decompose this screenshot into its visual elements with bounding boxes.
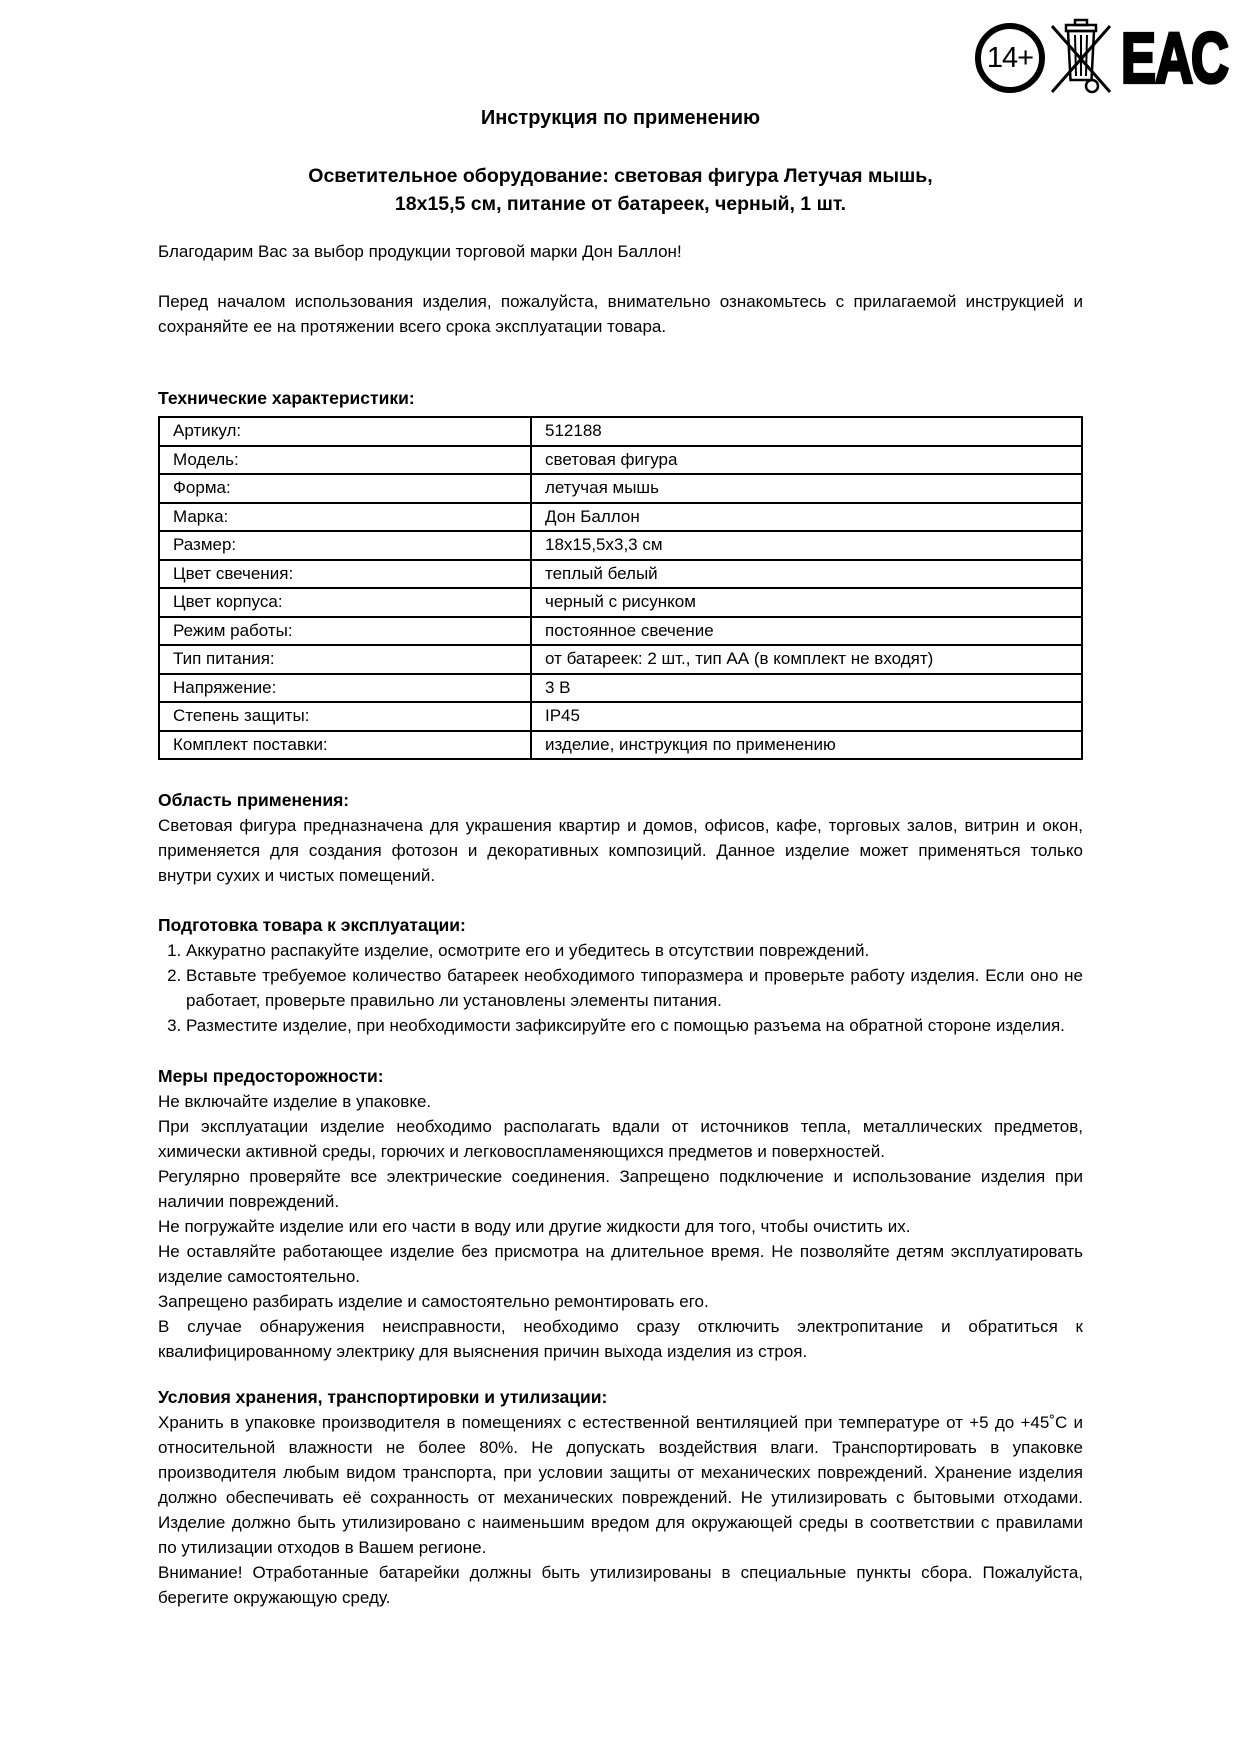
table-row — [159, 731, 1082, 760]
spec-value: черный с рисунком — [531, 588, 1082, 617]
table-row — [159, 702, 1082, 731]
preparation-steps-list — [158, 938, 1083, 1038]
storage-paragraph: Хранить в упаковке производителя в помещениях с естественной вентиляцией при температуре от +5 до +45˚С и относительной влажности не более 80%. Не допускать воздействия влаги. Транспортировать в упаковке производителя любым видом транспорта, при условии защиты от механических повреждений. Хранение изделия должно обеспечивать её сохранность от механических повреждений. Не утилизировать с бытовыми отходами. Изделие должно быть утилизировано с наименьшим вредом для окружающей среды в соответствии с правилами по утилизации отходов в Вашем регионе. — [158, 1413, 1083, 1557]
precaution-paragraph: Не включайте изделие в упаковке. — [158, 1092, 432, 1111]
spec-value: изделие, инструкция по применению — [531, 731, 1082, 760]
list-item: 3. Разместите изделие, при необходимости зафиксируйте его с помощью разъема на обратной стороне изделия. — [186, 1013, 1083, 1038]
page-title: Инструкция по применению — [480, 107, 761, 129]
spec-label: Режим работы: — [159, 617, 531, 646]
table-row — [159, 645, 1082, 674]
product-subtitle — [158, 162, 1083, 218]
list-item: 1. Аккуратно распакуйте изделие, осмотрите его и убедитесь в отсутствии повреждений. — [186, 938, 1083, 963]
spec-label: Тип питания: — [159, 645, 531, 674]
spec-value: постоянное свечение — [531, 617, 1082, 646]
spec-value: 512188 — [531, 417, 1082, 446]
preparation-heading: Подготовка товара к эксплуатации: — [158, 915, 466, 935]
precaution-paragraph: Не оставляйте работающее изделие без присмотра на длительное время. Не позволяйте детям эксплуатировать изделие самостоятельно. — [158, 1242, 1083, 1286]
age-restriction-label: 14+ — [986, 41, 1034, 74]
storage-paragraph: Внимание! Отработанные батарейки должны быть утилизированы в специальные пункты сбора. Пожалуйста, берегите окружающую среду. — [158, 1563, 1083, 1607]
spec-label: Модель: — [159, 446, 531, 475]
precaution-paragraph: Регулярно проверяйте все электрические соединения. Запрещено подключение и использование изделия при наличии повреждений. — [158, 1167, 1083, 1211]
spec-label: Напряжение: — [159, 674, 531, 703]
spec-label: Форма: — [159, 474, 531, 503]
read-instruction-paragraph: Перед началом использования изделия, пожалуйста, внимательно ознакомьтесь с прилагаемой инструкцией и сохраняйте ее на протяжении всего срока эксплуатации товара. — [158, 292, 1083, 336]
weee-crossed-out-bin-icon — [1050, 18, 1112, 98]
spec-value: Дон Баллон — [531, 503, 1082, 532]
spec-value: IP45 — [531, 702, 1082, 731]
spec-label: Цвет корпуса: — [159, 588, 531, 617]
thanks-paragraph: Благодарим Вас за выбор продукции торговой марки Дон Баллон! — [158, 242, 682, 261]
certification-badges — [975, 17, 1229, 99]
eac-conformity-mark-icon: ЕАС — [1121, 17, 1229, 99]
table-row — [159, 474, 1082, 503]
precautions-heading: Меры предосторожности: — [158, 1066, 384, 1086]
precaution-paragraph: Не погружайте изделие или его части в воду или другие жидкости для того, чтобы очистить их. — [158, 1217, 911, 1236]
specs-heading: Технические характеристики: — [158, 388, 415, 408]
precaution-paragraph: При эксплуатации изделие необходимо располагать вдали от источников тепла, металлических предметов, химически активной среды, горючих и легковоспламеняющихся предметов и поверхностей. — [158, 1117, 1083, 1161]
spec-label: Комплект поставки: — [159, 731, 531, 760]
table-row — [159, 446, 1082, 475]
application-heading: Область применения: — [158, 790, 350, 810]
age-restriction-14plus-icon — [975, 23, 1045, 93]
table-row — [159, 503, 1082, 532]
spec-label: Степень защиты: — [159, 702, 531, 731]
spec-label: Артикул: — [159, 417, 531, 446]
list-item: 2. Вставьте требуемое количество батареек необходимого типоразмера и проверьте работу изделия. Если оно не работает, проверьте правильно ли установлены элементы питания. — [186, 963, 1083, 1013]
spec-value: 3 В — [531, 674, 1082, 703]
spec-value: световая фигура — [531, 446, 1082, 475]
application-paragraph: Световая фигура предназначена для украшения квартир и домов, офисов, кафе, торговых залов, витрин и окон, применяется для создания фотозон и декоративных композиций. Данное изделие может применяться только внутри сухих и чистых помещений. — [158, 816, 1083, 885]
specs-table — [158, 416, 1083, 760]
spec-value: летучая мышь — [531, 474, 1082, 503]
table-row — [159, 674, 1082, 703]
table-row — [159, 588, 1082, 617]
spec-value: от батареек: 2 шт., тип АА (в комплект не входят) — [531, 645, 1082, 674]
spec-value: теплый белый — [531, 560, 1082, 589]
spec-label: Размер: — [159, 531, 531, 560]
storage-heading: Условия хранения, транспортировки и утилизации: — [158, 1387, 608, 1407]
precaution-paragraph: Запрещено разбирать изделие и самостоятельно ремонтировать его. — [158, 1292, 709, 1311]
precaution-paragraph: В случае обнаружения неисправности, необходимо сразу отключить электропитание и обратиться к квалифицированному электрику для выяснения причин выхода изделия из строя. — [158, 1317, 1083, 1361]
table-row — [159, 560, 1082, 589]
table-row — [159, 417, 1082, 446]
spec-label: Марка: — [159, 503, 531, 532]
table-row — [159, 617, 1082, 646]
spec-label: Цвет свечения: — [159, 560, 531, 589]
table-row — [159, 531, 1082, 560]
spec-value: 18х15,5х3,3 см — [531, 531, 1082, 560]
product-subtitle-line2: 18х15,5 см, питание от батареек, черный, 1 шт. — [394, 193, 847, 215]
product-subtitle-line1: Осветительное оборудование: световая фигура Летучая мышь, — [308, 165, 933, 187]
